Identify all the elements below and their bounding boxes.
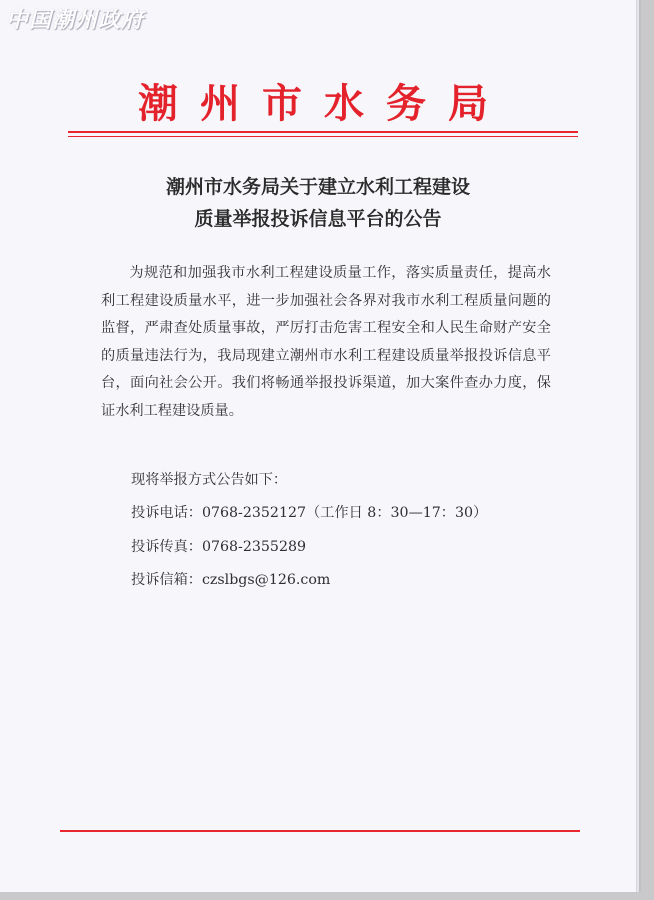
contact-fax-value: 0768-2355289: [201, 539, 307, 555]
contact-email: [131, 569, 330, 589]
contact-email-label: 投诉信箱：: [131, 572, 202, 588]
letterhead-rule-thin: [68, 136, 578, 137]
site-watermark: 中国潮州政府: [6, 7, 145, 33]
letterhead-title: 潮州市水务局: [138, 80, 510, 127]
contact-fax: [131, 536, 306, 556]
contact-email-value: czslbgs@126.com: [201, 572, 331, 588]
contact-fax-label: 投诉传真：: [131, 539, 202, 555]
contact-phone-value: 0768-2352127（工作日 8：30—17：30）: [201, 505, 488, 521]
notice-body-paragraph: 为规范和加强我市水利工程建设质量工作，落实质量责任，提高水利工程建设质量水平，进一步加强社会各界对我市水利工程质量问题的监督，严肃查处质量事故，严厉打击危害工程安全和人民生命财产安全的质量违法行为，我局现建立潮州市水利工程建设质量举报投诉信息平台，面向社会公开。我们将畅通举报投诉渠道，加大案件查办力度，保证水利工程建设质量。: [101, 265, 551, 419]
letterhead-rule-thick: [68, 131, 578, 133]
contact-phone-label: 投诉电话：: [131, 505, 202, 521]
footer-rule: [60, 830, 580, 832]
notice-title-line-2: 质量举报投诉信息平台的公告: [194, 208, 442, 230]
contact-intro: 现将举报方式公告如下：: [131, 472, 288, 488]
notice-title-line-1: 潮州市水务局关于建立水利工程建设: [165, 176, 470, 198]
contact-phone: [131, 502, 487, 522]
